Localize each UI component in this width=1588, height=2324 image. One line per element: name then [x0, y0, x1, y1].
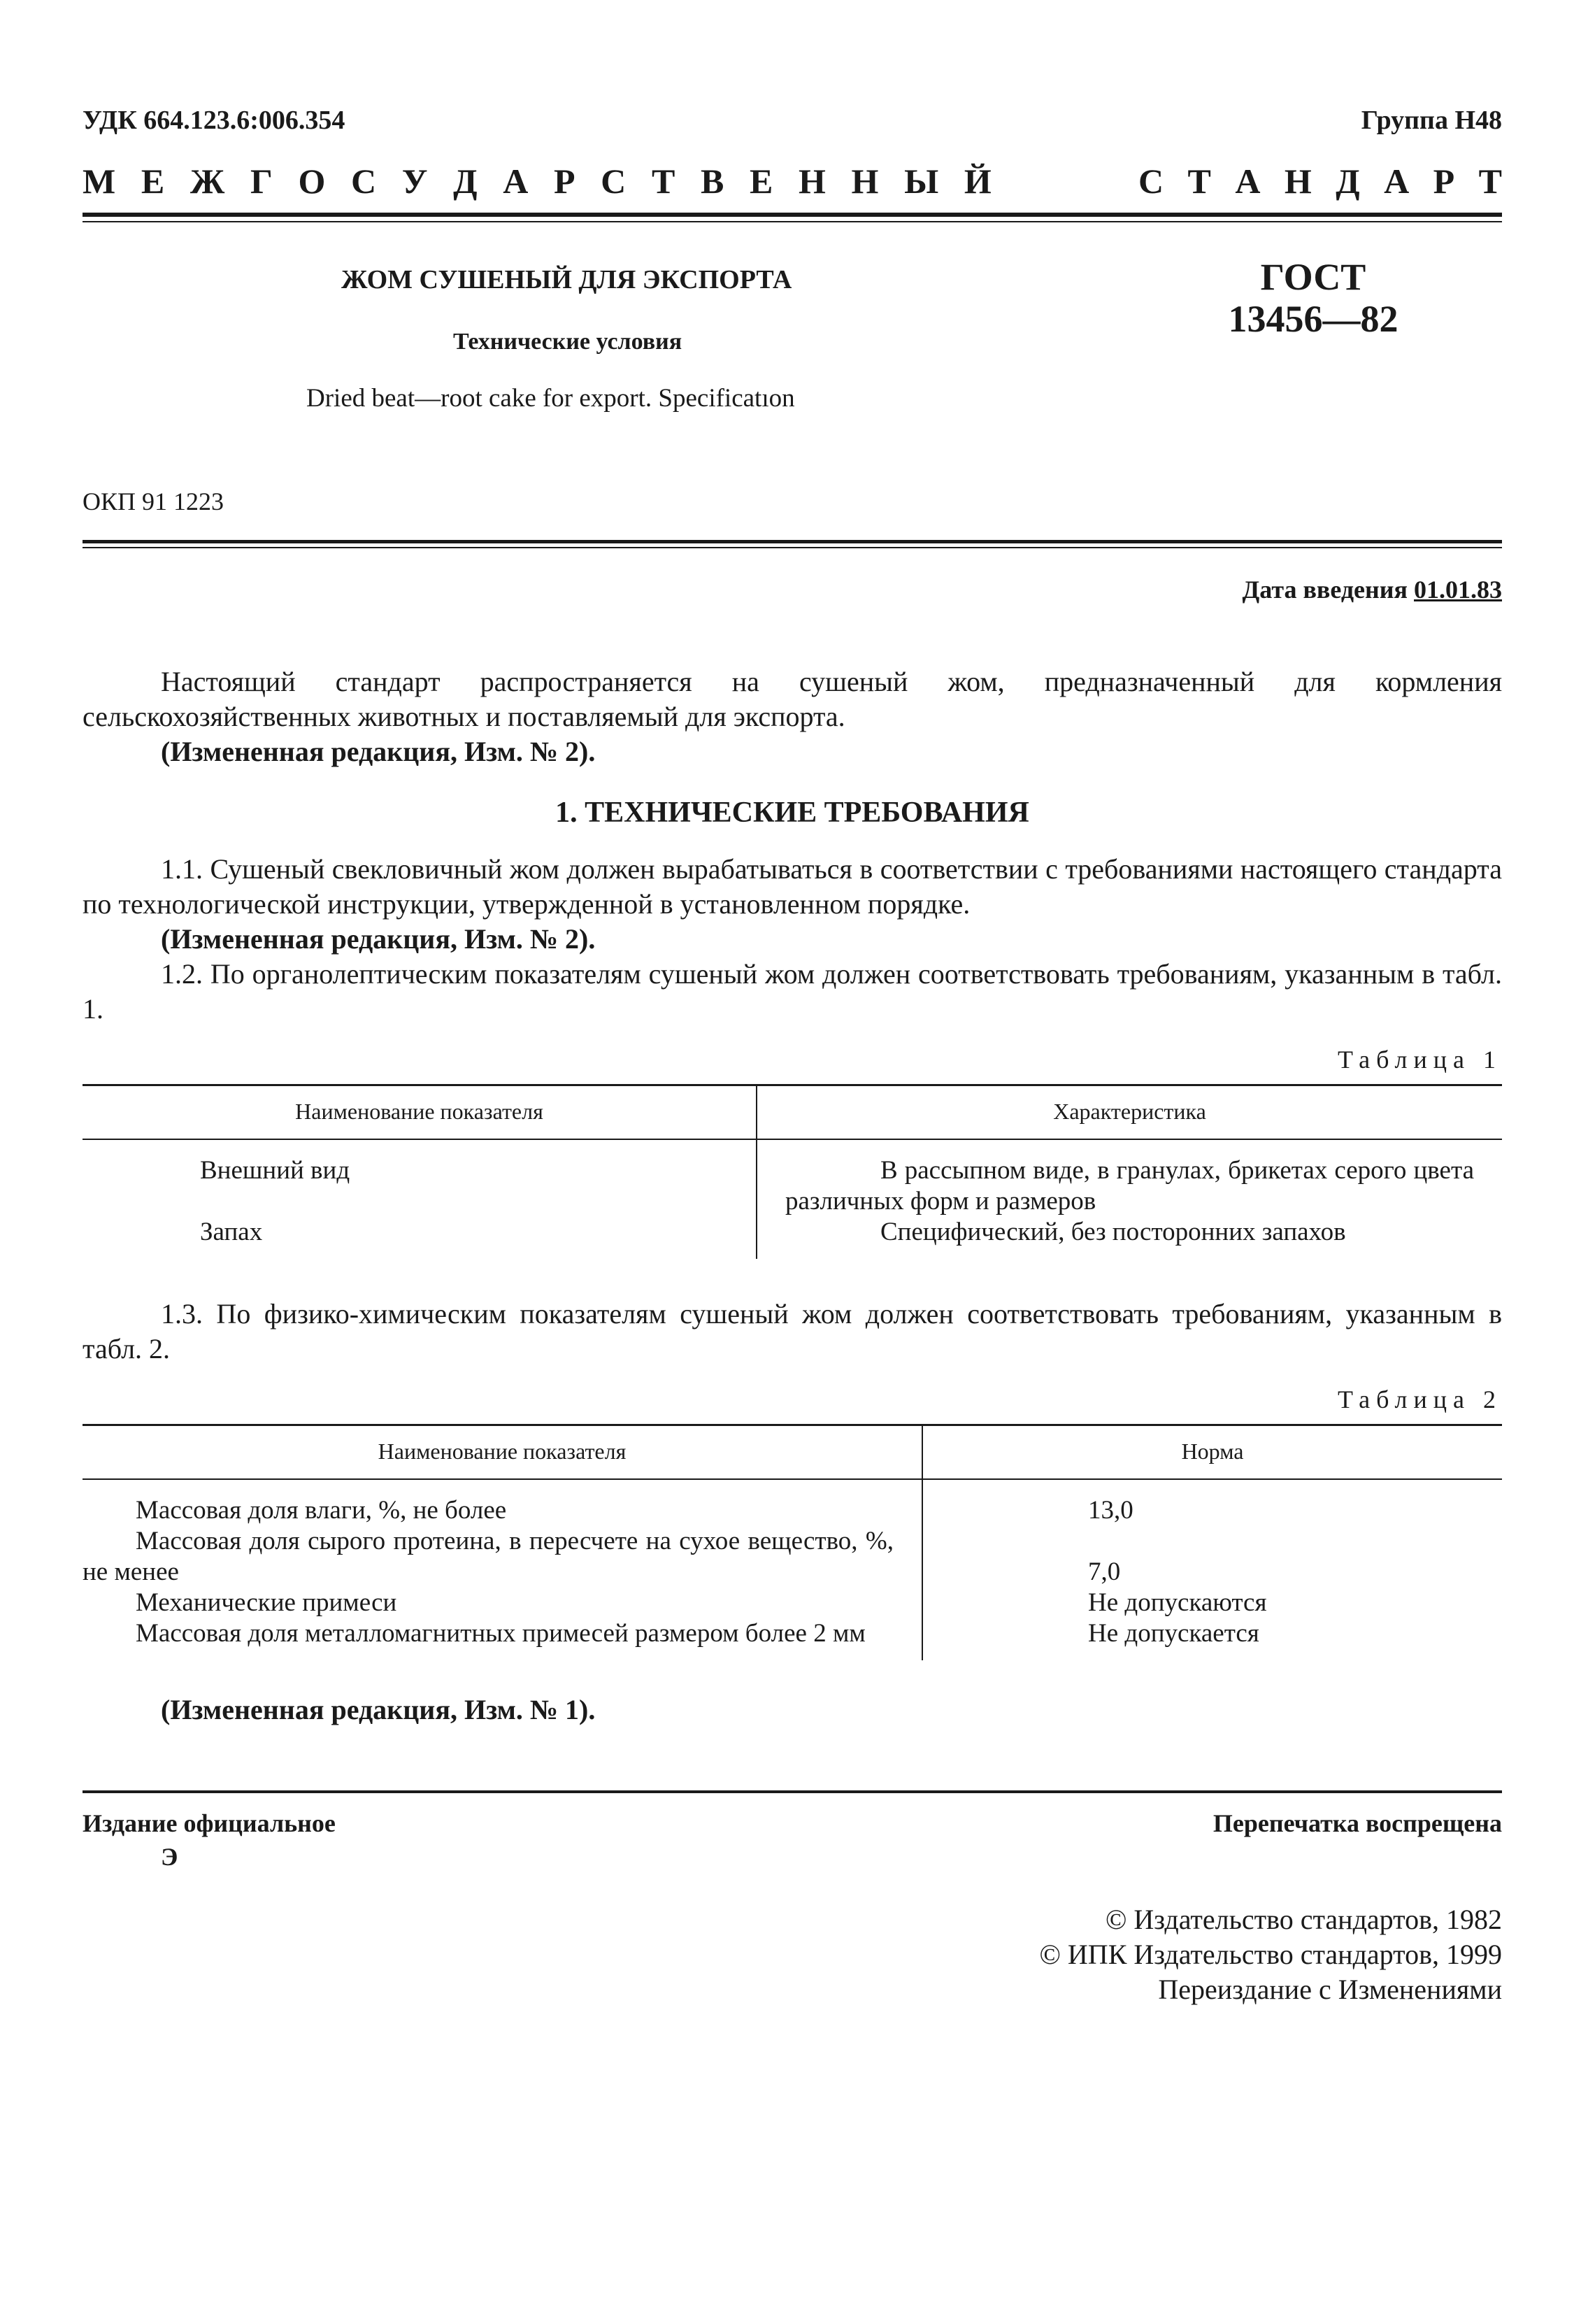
table1-label: Таблица 1: [1338, 1046, 1502, 1074]
table-cell: Не допускается: [1088, 1619, 1259, 1648]
okp-code: ОКП 91 1223: [83, 487, 224, 515]
table-cell: В рассыпном виде, в гранулах, брикетах серого цвета различных форм и размеров: [785, 1156, 1474, 1216]
table-cell: Внешний вид: [83, 1139, 757, 1217]
table-cell: Специфический, без посторонних запахов: [880, 1218, 1346, 1246]
header-rule-thick: [83, 213, 1502, 217]
table-cell: Механические примеси: [83, 1588, 922, 1618]
clause-1-1: 1.1. Сушеный свекловичный жом должен вырабатываться в соответствии с требованиями настоящего стандарта по технологической инструкции, утвержденной в установленном порядке.: [83, 853, 1502, 920]
table-row: [83, 1618, 1502, 1660]
copyright-block: [83, 1902, 1502, 2007]
table-cell: 13,0: [1088, 1496, 1133, 1525]
copyright-1999: © ИПК Издательство стандартов, 1999: [1039, 1939, 1502, 1970]
table1-header-characteristic: Характеристика: [757, 1085, 1502, 1140]
gost-number: 13456—82: [1228, 298, 1399, 340]
date-value: 01.01.83: [1414, 576, 1502, 604]
table2-label: Таблица 2: [1338, 1385, 1502, 1413]
table1-header-name: Наименование показателя: [83, 1085, 757, 1140]
header-rule-thin: [83, 221, 1502, 222]
table-cell: 7,0: [1088, 1557, 1121, 1586]
date-label: Дата введения: [1242, 576, 1408, 604]
interstate-word: М Е Ж Г О С У Д А Р С Т В Е Н Н Ы Й: [83, 162, 992, 201]
table2-header-norm: Норма: [922, 1425, 1502, 1480]
table-row: [83, 1588, 1502, 1618]
introduction-date: [83, 575, 1502, 604]
footer-rule: [83, 1790, 1502, 1793]
divider-thin: [83, 547, 1502, 548]
footer-row: [83, 1809, 1502, 1838]
clause-1-2: 1.2. По органолептическим показателям сушеный жом должен соответствовать требованиям, указанным в табл. 1.: [83, 958, 1502, 1025]
standard-word: С Т А Н Д А Р Т: [1138, 162, 1502, 201]
table2-header-name: Наименование показателя: [83, 1425, 922, 1480]
scope-paragraph: Настоящий стандарт распространяется на сушеный жом, предназначенный для кормления сельскохозяйственных животных и поставляемый для экспорта.: [83, 666, 1502, 732]
header-row: [83, 105, 1502, 136]
english-title: Dried beat—root cake for export. Specificatıon: [306, 384, 795, 413]
table-row: [83, 1479, 1502, 1526]
udk-code: УДК 664.123.6:006.354: [83, 106, 345, 135]
gost-designation: [1208, 256, 1418, 340]
amendment-note: (Измененная редакция, Изм. № 1).: [161, 1694, 596, 1725]
table-cell: Массовая доля влаги, %, не более: [83, 1479, 922, 1526]
table-cell: Массовая доля сырого протеина, в пересчете на сухое вещество, %, не менее: [83, 1526, 922, 1588]
table-2: [83, 1424, 1502, 1660]
amendment-note: (Измененная редакция, Изм. № 2).: [161, 736, 596, 767]
divider-thick: [83, 540, 1502, 543]
table-cell: Запах: [83, 1217, 757, 1259]
clause-1-3: 1.3. По физико-химическим показателям сушеный жом должен соответствовать требованиям, указанным в табл. 2.: [83, 1298, 1502, 1364]
table-cell: Массовая доля металломагнитных примесей размером более 2 мм: [83, 1618, 922, 1660]
title-block: [83, 256, 1502, 480]
product-title: ЖОМ СУШЕНЫЙ ДЛЯ ЭКСПОРТА: [341, 265, 792, 294]
table-row: [83, 1139, 1502, 1217]
document-page: [83, 105, 1502, 2007]
reprint-notice: Перепечатка воспрещена: [1213, 1809, 1502, 1837]
group-code: Группа Н48: [1361, 106, 1502, 135]
standard-banner: [83, 161, 1502, 201]
gost-label: ГОСТ: [1260, 256, 1366, 298]
table-1: [83, 1084, 1502, 1259]
subtitle: Технические условия: [453, 329, 682, 355]
amendment-note: (Измененная редакция, Изм. № 2).: [161, 923, 596, 955]
table-row: [83, 1217, 1502, 1259]
table-row: [83, 1526, 1502, 1588]
edition-mark: Э: [161, 1843, 178, 1871]
reissue-note: Переиздание с Изменениями: [1158, 1974, 1502, 2005]
table-cell: Не допускаются: [1088, 1588, 1267, 1617]
official-edition: Издание официальное: [83, 1809, 336, 1837]
section-heading: 1. ТЕХНИЧЕСКИЕ ТРЕБОВАНИЯ: [555, 797, 1029, 829]
copyright-1982: © Издательство стандартов, 1982: [1105, 1904, 1502, 1935]
